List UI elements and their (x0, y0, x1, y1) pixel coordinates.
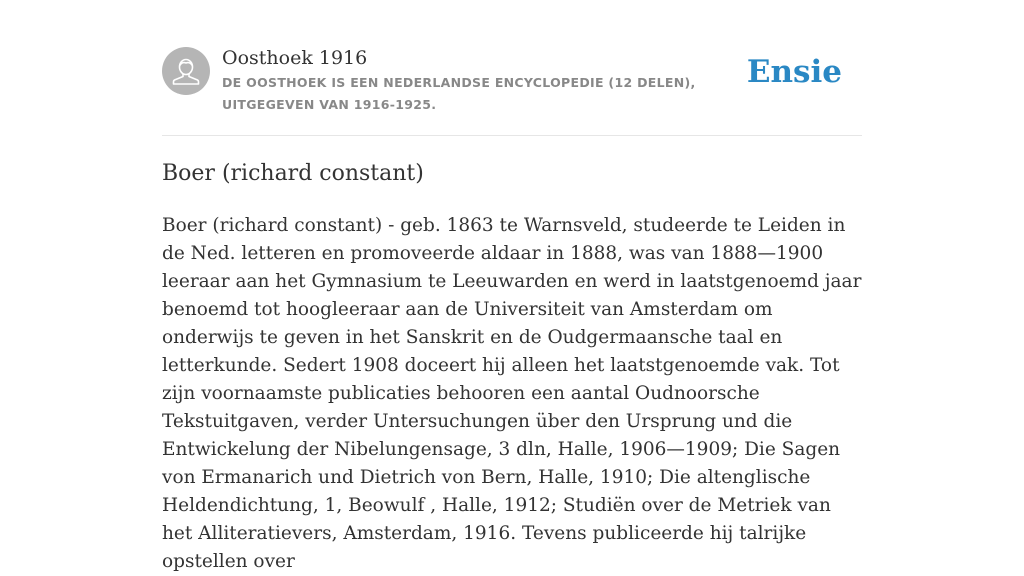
entry-title: Boer (richard constant) (162, 161, 424, 186)
source-title[interactable]: Oosthoek 1916 (222, 47, 368, 69)
entry-body: Boer (richard constant) - geb. 1863 te Warnsveld, studeerde te Leiden in de Ned. letteren en promoveerde aldaar in 1888, was van 1888—1900 leeraar aan het Gymnasium te Leeuwarden en werd in laatstgenoemd jaar benoemd tot hoogleeraar aan de Universiteit van Amsterdam om onderwijs te geven in het Sanskrit en de Oudgermaansche taal en letterkunde. Sedert 1908 doceert hij alleen het laatstgenoemde vak. Tot zijn voornaamste publicaties behooren een aantal Oudnoorsche Tekstuitgaven, verder Untersuchungen über den Ursprung und die Entwickelung der Nibelungensage, 3 dln, Halle, 1906—1909; Die Sagen von Ermanarich und Dietrich von Bern, Halle, 1910; Die altenglische Heldendichtung, 1, Beowulf , Halle, 1912; Studiën over de Metriek van het Alliteratievers, Amsterdam, 1916. Tevens publiceerde hij talrijke opstellen over (162, 215, 862, 572)
source-avatar[interactable] (162, 47, 210, 95)
ensie-logo-link[interactable]: Ensie (746, 54, 842, 90)
source-header (162, 46, 862, 116)
header-divider (162, 135, 862, 136)
user-silhouette-icon (162, 47, 210, 95)
source-description: DE OOSTHOEK IS EEN NEDERLANDSE ENCYCLOPEDIE (12 DELEN), UITGEGEVEN VAN 1916-1925. (222, 75, 696, 112)
